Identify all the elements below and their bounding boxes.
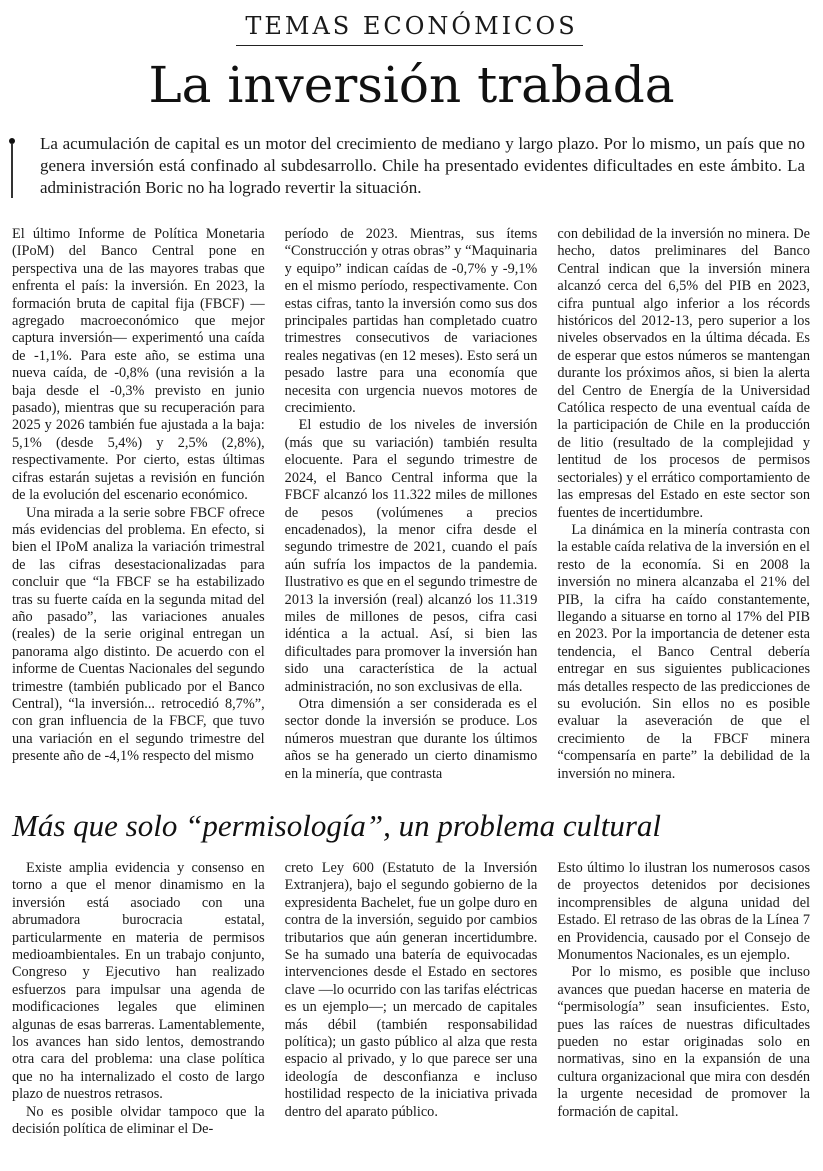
column-2 (285, 226, 538, 796)
paragraph: con debilidad de la inversión no minera. De hecho, datos preliminares del Banco Central indican que la inversión minera alcanzó cerca del 6,5% del PIB en 2023, cifra puntual algo inferior a los récords históricos del 2012-13, pero superior a los niveles observados en la última década. Es de esperar que estos números se mantengan durante los próximos años, si bien la alerta del Centro de Energía de la Universidad Católica respecto de una eventual caída de la participación de Chile en la producción de litio (resultado de la complejidad y lentitud de los procesos de permisos sectoriales) y el errático comportamiento de las empresas del Estado en este sector son fuentes de incertidumbre. (557, 226, 811, 521)
paragraph: Otra dimensión a ser considerada es el sector donde la inversión se produce. Los números muestran que durante los últimos años se ha generado un cierto dinamismo en la minería, que contrasta (284, 695, 538, 782)
paragraph: La dinámica en la minería contrasta con la estable caída relativa de la inversión en el resto de la economía. Si en 2008 la inversión no minera alcanzaba el 21% del PIB, la cifra ha caído constantemente, llegando a situarse en torno al 17% del PIB en 2023. Por la importancia de detener esta tendencia, el Banco Central debería entregar en sus siguientes publicaciones más detalles respecto de las predicciones de su evolución. Sin ellos no es posible evaluar la aseveración de que el crecimiento de la FBCF minera “compensaría en parte” la debilidad de la inversión no minera. (557, 521, 811, 782)
bottom-columns (12, 860, 810, 1165)
paragraph: El estudio de los niveles de inversión (más que su variación) también resulta elocuente. Para el segundo trimestre de 2024, el Banco Central informa que la FBCF alcanzó los 11.322 miles de millones de pesos (volúmenes a precios encadenados), la menor cifra desde el segundo trimestre de 2021, cuando el país aún sufría los impactos de la pandemia. Ilustrativo es que en el segundo trimestre de 2013 la inversión (real) alcanzó los 11.319 miles de millones de pesos, cifra casi idéntica a la actual. Así, si bien las dificultades para promover la inversión han sido una característica de la actual administración, no son exclusivas de ella. (284, 417, 538, 695)
top-columns (12, 226, 810, 796)
subheading: Más que solo “permisología”, un problema cultural (12, 808, 662, 843)
lead-paragraph: La acumulación de capital es un motor del crecimiento de mediano y largo plazo. Por lo mismo, un país que no genera inversión está confinado al subdesarrollo. Chile ha presentado evidentes dificultades en este ámbito. La administración Boric no ha logrado revertir la situación. (40, 134, 805, 197)
section-rule (236, 45, 583, 46)
paragraph: Una mirada a la serie sobre FBCF ofrece más evidencias del problema. En efecto, si bien el IPoM analiza la variación trimestral de las cifras desestacionalizadas para concluir que “la FBCF se ha estabilizado tras su fuerte caída en la segunda mitad del año pasado”, las variaciones anuales (reales) de la serie original entregan un panorama algo distinto. De acuerdo con el informe de Cuentas Nacionales del segundo trimestre (también publicado por el Banco Central), “la inversión... retrocedió 8,7%”, con gran influencia de la FBCF, que tuvo una variación en el segundo trimestre del presente año de -4,1% respecto del mismo (12, 504, 265, 765)
paragraph: período de 2023. Mientras, sus ítems “Construcción y otras obras” y “Maquinaria y equipo” indican caídas de -0,7% y -9,1% en el mismo período, respectivamente. Con estas cifras, tanto la inversión como sus dos principales partidas han completado cuatro trimestres consecutivos de variaciones reales negativas (en 12 meses). Esto será un pesado lastre para una economía que necesita con urgencia nuevos motores de crecimiento. (284, 226, 538, 417)
lead-line (11, 144, 13, 198)
paragraph: creto Ley 600 (Estatuto de la Inversión Extranjera), bajo el segundo gobierno de la expresidenta Bachelet, fue un golpe duro en contra de la inversión, seguido por cambios tributarios que aún generan incertidumbre. Se ha sumado una batería de equivocadas intervenciones desde el Estado en sectores clave —lo ocurrido con las tarifas eléctricas es un ejemplo—; un mercado de capitales más débil (también responsabilidad política); un gasto público al alza que resta espacio al privado, y lo que parece ser una ideología de desconfianza e incluso hostilidad respecto de la iniciativa privada dentro del aparato público. (284, 860, 538, 1120)
column-1 (12, 226, 265, 796)
paragraph: Esto último lo ilustran los numerosos casos de proyectos detenidos por decisiones incomprensibles de alguna unidad del Estado. El retraso de las obras de la Línea 7 en Providencia, causado por el Consejo de Monumentos Nacionales, es un ejemplo. (557, 860, 811, 964)
column-3 (557, 860, 810, 1165)
column-1 (12, 860, 265, 1165)
column-3 (557, 226, 810, 796)
paragraph: No es posible olvidar tampoco que la decisión política de eliminar el De- (12, 1103, 265, 1138)
section-label: TEMAS ECONÓMICOS (245, 12, 578, 40)
paragraph: El último Informe de Política Monetaria (IPoM) del Banco Central pone en perspectiva una de las mayores trabas que enfrenta el país: la inversión. En 2023, la formación bruta de capital fija (FBCF) —agregado macroeconómico que mejor captura inversión— experimentó una caída de -1,1%. Para este año, se estima una nueva caída, de -0,8% (una revisión a la baja desde el -0,3% previsto en junio pasado), mientras que su recuperación para 2025 y 2026 también fue ajustada a la baja: 5,1% (desde 5,4%) y 2,5% (2,8%), respectivamente. Por cierto, estas últimas cifras estarán sujetas a revisión en función de la evolución del escenario económico. (12, 226, 265, 504)
column-2 (285, 860, 538, 1165)
headline: La inversión trabada (148, 56, 675, 114)
paragraph: Por lo mismo, es posible que incluso avances que puedan hacerse en materia de “permisología” sean insuficientes. Esto, pues las raíces de nuestras dificultades pueden no estar originadas solo en normativas, sino en la expansión de una cultura organizacional que mira con desdén la urgente necesidad de promover la formación de capital. (557, 964, 811, 1120)
paragraph: Existe amplia evidencia y consenso en torno a que el menor dinamismo en la inversión está asociado con una abrumadora burocracia estatal, particularmente en materia de permisos medioambientales. En un trabajo conjunto, Congreso y Ejecutivo han realizado esfuerzos para impulsar una agenda de modificaciones legales que eliminen algunas de esas barreras. Lamentablemente, los avances han sido lentos, demostrando otra cara del problema: una clase política que no ha internalizado el costo de largo plazo de nuestros retrasos. (12, 860, 265, 1103)
